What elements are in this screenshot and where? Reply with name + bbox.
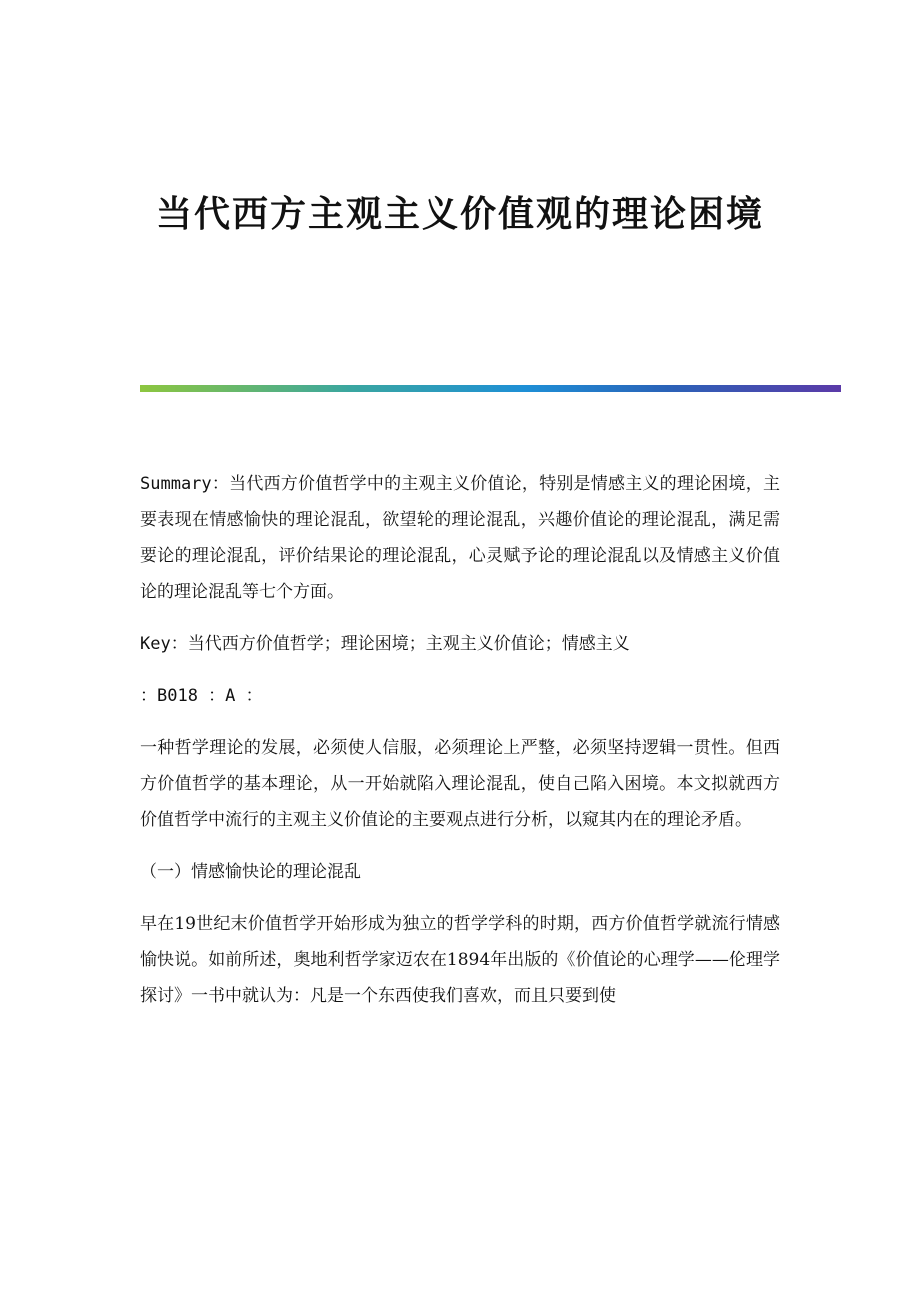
summary-paragraph	[140, 466, 780, 610]
section-heading: （一）情感愉快论的理论混乱	[140, 862, 361, 882]
keywords-paragraph	[140, 626, 780, 662]
keywords-text: 当代西方价值哲学；理论困境；主观主义价值论；情感主义	[187, 634, 630, 654]
classification-line: ：B018 ：A ：	[140, 686, 263, 706]
document-body	[140, 466, 780, 1030]
summary-label: Summary：	[140, 474, 230, 494]
section-paragraph: 早在19世纪末价值哲学开始形成为独立的哲学学科的时期，西方价值哲学就流行情感愉快说。如前所述，奥地利哲学家迈农在1894年出版的《价值论的心理学——伦理学探讨》一书中就认为：凡是一个东西使我们喜欢，而且只要到使	[140, 914, 780, 1006]
document-title: 当代西方主观主义价值观的理论困境	[155, 193, 764, 235]
keywords-label: Key：	[140, 634, 188, 654]
title-divider	[140, 385, 841, 392]
intro-paragraph: 一种哲学理论的发展，必须使人信服，必须理论上严整，必须坚持逻辑一贯性。但西方价值哲学的基本理论，从一开始就陷入理论混乱，使自己陷入困境。本文拟就西方价值哲学中流行的主观主义价值论的主要观点进行分析，以窥其内在的理论矛盾。	[140, 738, 780, 830]
summary-text: 当代西方价值哲学中的主观主义价值论，特别是情感主义的理论困境，主要表现在情感愉快的理论混乱，欲望轮的理论混乱，兴趣价值论的理论混乱，满足需要论的理论混乱，评价结果论的理论混乱，心灵赋予论的理论混乱以及情感主义价值论的理论混乱等七个方面。	[140, 474, 780, 602]
